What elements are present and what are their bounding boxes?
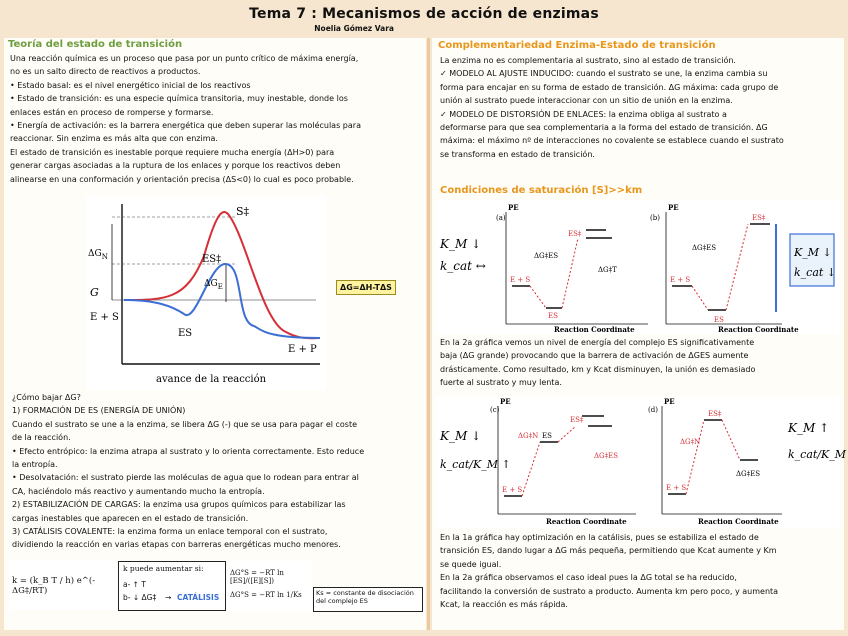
k-increase-box: k puede aumentar si: a- ↑ T b- ↓ ΔG‡ → CATÁLISIS xyxy=(118,561,226,611)
svg-text:E + S: E + S xyxy=(502,486,523,494)
plot-a xyxy=(496,203,648,334)
km-label-4: K_M ↑ xyxy=(788,421,830,435)
svg-text:ΔGE: $\Delta G_E$ xyxy=(204,279,223,291)
svg-text:ES‡: ES‡ xyxy=(752,214,766,222)
complementarity-text: La enzima no es complementaria al sustrato, sino al estado de transición. ✓ MODELO AL AJUSTE INDUCIDO: cuando el sustrato se une, la enzima cambia su forma para encajar en su forma de estado de transición. ΔG máxima: cada grupo de unión al sustrato puede interaccionar con un sitio de unión en la enzima. ✓ MODELO DE DISTORSIÓN DE ENLACES: la enzima obliga al sustrato a deformarse para que sea complementaria a la forma del estado de transición. ΔG máxima: el máximo nº de interacciones no covalente se establece cuando el sustrato se transforma en estado de transición. xyxy=(440,56,784,159)
plot-d xyxy=(648,397,782,526)
svg-text:ΔGN: $\Delta G_N$ xyxy=(88,249,108,261)
svg-text:(a): (a) xyxy=(496,214,506,222)
svg-text:PE: PE xyxy=(500,397,511,406)
svg-text:Reaction Coordinate: Reaction Coordinate xyxy=(554,325,635,334)
rate-equation: k = (k_B T / h) e^(-ΔG‡/RT) xyxy=(10,560,116,610)
svg-text:(b): (b) xyxy=(650,214,660,222)
ks-definition: Ks = constante de disociación del complejo ES xyxy=(313,587,423,612)
second-plot-explanation: En la 2a gráfica vemos un nivel de energía del complejo ES significativamente baja (ΔG grande) provocando que la barrera de activación de ΔGES aumente drásticamente. Como resultado, km y Kcat disminuyen, la unión es demasiado fuerte al sustrato y muy lenta. xyxy=(440,338,756,388)
svg-text:PE: PE xyxy=(668,203,679,212)
kcat-label-1: k_cat ↔ xyxy=(440,259,486,273)
binding-energy-equations: ΔG°S = −RT ln [ES]/([E][S]) ΔG°S = −RT ln 1/Ks xyxy=(228,561,312,611)
catalisis-label: CATÁLISIS xyxy=(177,593,220,602)
transition-state-text: Una reacción química es un proceso que pasa por un punto crítico de máxima energía, no es un salto directo de reactivos a productos. • Estado basal: es el nivel energético inicial de los reactivos • Estado de transición: es una especie química transitoria, muy inestable, donde los enlaces están en proceso de romperse y formarse. • Energía de activación: es la barrera energética que deben superar las moléculas para reaccionar. Sin enzima es más alta que con enzima. El estado de transición es inestable porque requiere mucha energía (ΔH>0) para generar cargas asociadas a la ruptura de los enlaces y porque los reactivos deben alinearse en una conformación y orientación precisa (ΔS<0) lo cual es poco probable. xyxy=(10,54,361,184)
x-axis-label: avance de la reacción xyxy=(156,374,267,385)
page-title: Tema 7 : Mecanismos de acción de enzimas xyxy=(249,6,599,22)
svg-text:E + S: E + S xyxy=(510,276,531,284)
svg-text:(d): (d) xyxy=(648,406,658,414)
plots-row-2 xyxy=(436,396,846,528)
svg-text:E + S: E + S xyxy=(670,276,691,284)
author: Noelia Gómez Vara xyxy=(314,24,394,33)
s-ts-label: S‡ xyxy=(236,205,250,218)
km-label-3: K_M ↓ xyxy=(440,429,482,443)
es-ts-label: ES‡ xyxy=(202,254,222,265)
complementarity-heading: Complementariedad Enzima-Estado de transición xyxy=(438,40,716,51)
kcat-km-label-4: k_cat/K_M xyxy=(788,448,846,461)
kcat-label-2: k_cat ↓ xyxy=(794,266,837,279)
svg-text:E + S: E + S xyxy=(666,484,687,492)
es-label: ES xyxy=(178,328,193,339)
svg-text:ΔG‡N: ΔG‡N xyxy=(518,432,539,440)
svg-text:ES‡: ES‡ xyxy=(568,230,582,238)
svg-text:Reaction Coordinate: Reaction Coordinate xyxy=(698,517,779,526)
energy-diagram xyxy=(86,196,326,390)
svg-text:ES‡: ES‡ xyxy=(708,410,722,418)
km-label-1: K_M ↓ xyxy=(440,237,482,251)
g-axis-label: G xyxy=(90,286,99,299)
svg-text:PE: PE xyxy=(664,397,675,406)
plot-b xyxy=(650,203,799,334)
transition-state-heading: Teoría del estado de transición xyxy=(8,39,183,50)
gibbs-formula-box: ΔG=ΔH-TΔS xyxy=(336,280,396,295)
e-plus-p-label: E + P xyxy=(288,344,317,355)
svg-text:(c): (c) xyxy=(490,406,500,414)
svg-text:ΔG‡ES: ΔG‡ES xyxy=(692,244,717,252)
svg-text:ΔG‡ES: ΔG‡ES xyxy=(534,252,559,260)
svg-text:ES: ES xyxy=(714,316,724,324)
km-label-2: K_M ↓ xyxy=(794,246,832,259)
final-explanation: En la 1a gráfica hay optimización en la catálisis, pues se estabiliza el estado de transición ES, dando lugar a ΔG más pequeña, permitiendo que Kcat aumente y Km se quede igual. En la 2a gráfica observamos el caso ideal pues la ΔG total se ha reducido, facilitando la conversión de sustrato a producto. Aumenta km pero poco, y aumenta Kcat, la reacción es más rápida. xyxy=(440,533,779,610)
e-plus-s-label: E + S xyxy=(90,312,119,323)
lowering-dg-text: ¿Cómo bajar ΔG? 1) FORMACIÓN DE ES (ENERGÍA DE UNIÓN) Cuando el sustrato se une a la enzima, se libera ΔG (-) que se usa para pagar el coste de la reacción. • Efecto entrópico: la enzima atrapa al sustrato y lo orienta correctamente. Esto reduce la entropía. • Desolvatación: el sustrato pierde las moléculas de agua que lo rodean para entrar al CA, haciéndolo más reactivo y aumentando mucho la entropía. 2) ESTABILIZACIÓN DE CARGAS: la enzima usa grupos químicos para estabilizar las cargas inestables que aparecen en el estado de transición. 3) CATÁLISIS COVALENTE: la enzima forma un enlace temporal con el sustrato, dividiendo la reacción en varias etapas con barreras energéticas mucho menores. xyxy=(12,393,365,550)
plots-row-1 xyxy=(436,200,840,334)
svg-text:ΔG‡ES: ΔG‡ES xyxy=(594,452,619,460)
svg-text:ES: ES xyxy=(548,312,558,320)
saturation-heading: Condiciones de saturación [S]>>km xyxy=(440,185,643,196)
plot-c xyxy=(490,397,636,526)
kcat-km-label-3: k_cat/K_M ↑ xyxy=(440,458,511,471)
svg-text:ES: ES xyxy=(542,432,552,440)
column-divider xyxy=(427,38,430,630)
svg-text:ΔG‡N: ΔG‡N xyxy=(680,438,701,446)
svg-text:ΔG‡ES: ΔG‡ES xyxy=(736,470,761,478)
svg-text:Reaction Coordinate: Reaction Coordinate xyxy=(718,325,799,334)
svg-text:PE: PE xyxy=(508,203,519,212)
svg-text:ΔG‡T: ΔG‡T xyxy=(598,266,617,274)
svg-text:Reaction Coordinate: Reaction Coordinate xyxy=(546,517,627,526)
svg-text:ES‡: ES‡ xyxy=(570,416,584,424)
